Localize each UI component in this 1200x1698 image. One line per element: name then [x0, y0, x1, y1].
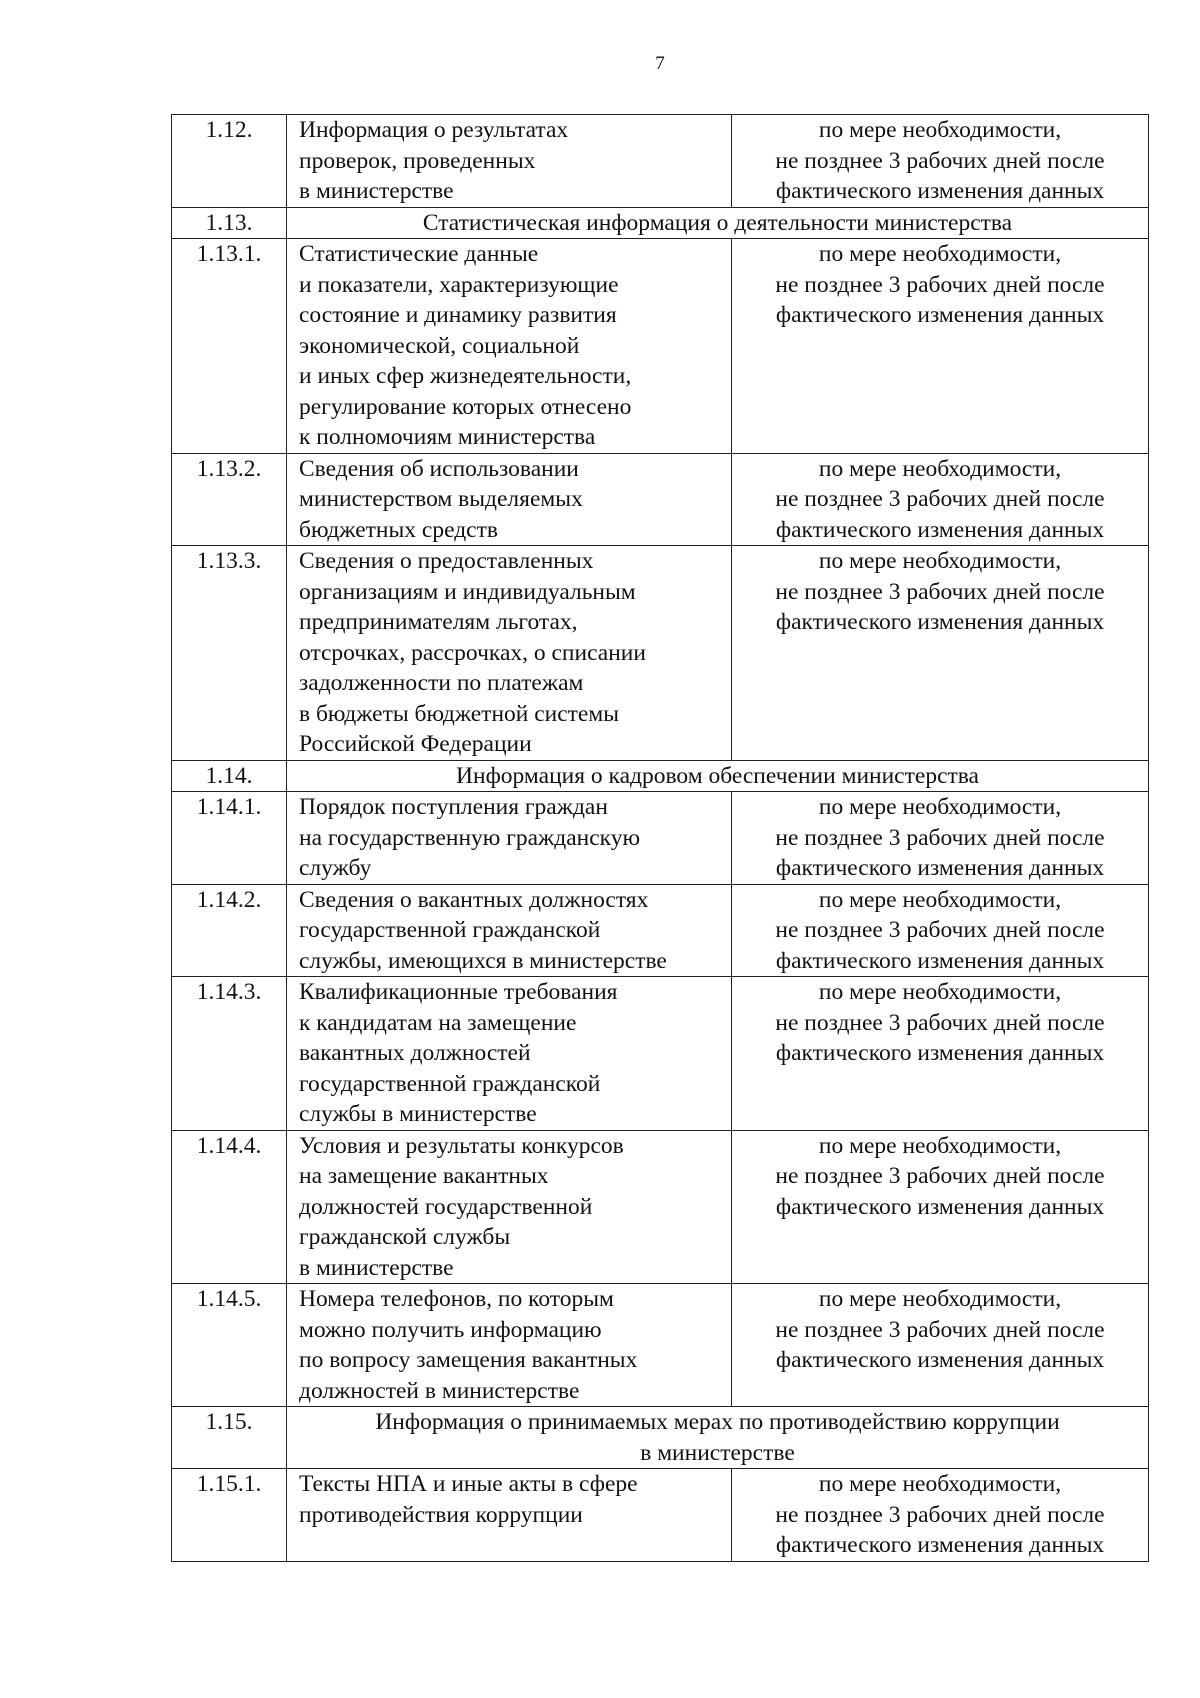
description-line: в министерстве: [299, 178, 454, 204]
deadline-line: фактического изменения данных: [775, 1347, 1105, 1373]
description-line: министерством выделяемых: [299, 486, 583, 512]
deadline-line: фактического изменения данных: [775, 1532, 1105, 1558]
item-deadline: [732, 1469, 1149, 1562]
item-description: [287, 792, 732, 885]
deadline-line: по мере необходимости,: [818, 1286, 1062, 1312]
deadline-line: не позднее 3 рабочих дней после: [775, 1009, 1105, 1036]
row-number: 1.14.5.: [172, 1284, 287, 1407]
deadline-line: по мере необходимости,: [818, 794, 1062, 820]
table-row: [172, 546, 1149, 761]
description-line: на замещение вакантных: [299, 1163, 549, 1189]
row-number: 1.15.: [172, 1407, 287, 1469]
description-line: задолженности по платежам: [299, 670, 584, 696]
description-line: должностей в министерстве: [299, 1377, 580, 1404]
item-description: [287, 239, 732, 454]
item-description: [287, 1130, 732, 1284]
description-line: Условия и результаты конкурсов: [299, 1132, 624, 1159]
deadline-line: фактического изменения данных: [775, 609, 1105, 635]
description-line: в бюджеты бюджетной системы: [299, 700, 620, 727]
row-number: 1.13.: [172, 207, 287, 239]
description-line: вакантных должностей: [299, 1040, 531, 1066]
description-line: к кандидатам на замещение: [299, 1009, 577, 1036]
row-number: 1.14.2.: [172, 884, 287, 977]
section-title-line: Информация о принимаемых мерах по противодействию коррупции: [375, 1409, 1060, 1435]
item-deadline: [732, 453, 1149, 546]
deadline-line: не позднее 3 рабочих дней после: [775, 1163, 1105, 1189]
row-number: 1.14.1.: [172, 792, 287, 885]
information-table: [171, 114, 1149, 1562]
description-line: и показатели, характеризующие: [299, 271, 619, 298]
deadline-line: не позднее 3 рабочих дней после: [775, 486, 1105, 512]
description-line: по вопросу замещения вакантных: [299, 1347, 638, 1373]
item-description: [287, 884, 732, 977]
description-line: противодействия коррупции: [299, 1501, 583, 1528]
table-row: [172, 1284, 1149, 1407]
row-number: 1.12.: [172, 115, 287, 208]
deadline-line: фактического изменения данных: [775, 178, 1105, 204]
item-description: [287, 1469, 732, 1562]
deadline-line: фактического изменения данных: [775, 302, 1105, 328]
description-line: гражданской службы: [299, 1224, 511, 1250]
item-deadline: [732, 1130, 1149, 1284]
item-description: [287, 546, 732, 761]
table-row: [172, 884, 1149, 977]
deadline-line: не позднее 3 рабочих дней после: [775, 147, 1105, 174]
section-title-line: Статистическая информация о деятельности министерства: [422, 209, 1013, 236]
table-row: [172, 792, 1149, 885]
description-line: в министерстве: [299, 1254, 454, 1281]
deadline-line: не позднее 3 рабочих дней после: [775, 1501, 1105, 1528]
description-line: на государственную гражданскую: [299, 824, 641, 851]
description-line: службу: [299, 855, 372, 881]
item-deadline: [732, 1284, 1149, 1407]
table-row: [172, 977, 1149, 1131]
description-line: государственной гражданской: [299, 1070, 601, 1097]
description-line: Квалификационные требования: [299, 979, 618, 1005]
deadline-line: по мере необходимости,: [818, 117, 1062, 143]
deadline-line: фактического изменения данных: [775, 516, 1105, 543]
deadline-line: по мере необходимости,: [818, 1132, 1062, 1159]
table-row: [172, 115, 1149, 208]
deadline-line: по мере необходимости,: [818, 241, 1062, 267]
deadline-line: по мере необходимости,: [818, 886, 1062, 913]
description-line: государственной гражданской: [299, 917, 601, 943]
item-description: [287, 977, 732, 1131]
description-line: Российской Федерации: [299, 731, 532, 757]
description-line: Информация о результатах: [299, 117, 569, 143]
deadline-line: по мере необходимости,: [818, 979, 1062, 1005]
item-description: [287, 115, 732, 208]
deadline-line: не позднее 3 рабочих дней после: [775, 578, 1105, 605]
description-line: к полномочиям министерства: [299, 424, 596, 450]
table-row: [172, 1469, 1149, 1562]
description-line: состояние и динамику развития: [299, 302, 617, 328]
deadline-line: фактического изменения данных: [775, 1193, 1105, 1220]
description-line: Порядок поступления граждан: [299, 794, 608, 820]
description-line: службы в министерстве: [299, 1101, 537, 1127]
deadline-line: по мере необходимости,: [818, 455, 1062, 482]
section-title-line: Информация о кадровом обеспечении министерства: [456, 762, 979, 789]
section-row: [172, 760, 1149, 792]
item-description: [287, 453, 732, 546]
description-line: Тексты НПА и иные акты в сфере: [299, 1471, 638, 1497]
description-line: проверок, проведенных: [299, 147, 536, 174]
table-row: [172, 1130, 1149, 1284]
row-number: 1.15.1.: [172, 1469, 287, 1562]
description-line: и иных сфер жизнедеятельности,: [299, 363, 632, 389]
description-line: Статистические данные: [299, 241, 539, 267]
item-deadline: [732, 977, 1149, 1131]
description-line: Сведения об использовании: [299, 455, 579, 482]
deadline-line: фактического изменения данных: [775, 1040, 1105, 1066]
deadline-line: по мере необходимости,: [818, 1471, 1062, 1497]
deadline-line: фактического изменения данных: [775, 947, 1105, 974]
description-line: Сведения о предоставленных: [299, 548, 594, 574]
description-line: регулирование которых отнесено: [299, 393, 632, 420]
row-number: 1.14.4.: [172, 1130, 287, 1284]
description-line: отсрочках, рассрочках, о списании: [299, 639, 646, 666]
page-number: 7: [655, 53, 665, 74]
description-line: Сведения о вакантных должностях: [299, 886, 649, 913]
row-number: 1.14.: [172, 760, 287, 792]
description-line: бюджетных средств: [299, 516, 498, 543]
table-row: [172, 239, 1149, 454]
section-title: [287, 760, 1149, 792]
description-line: можно получить информацию: [299, 1316, 602, 1343]
row-number: 1.13.1.: [172, 239, 287, 454]
item-deadline: [732, 792, 1149, 885]
item-description: [287, 1284, 732, 1407]
deadline-line: не позднее 3 рабочих дней после: [775, 824, 1105, 851]
item-deadline: [732, 115, 1149, 208]
section-row: [172, 1407, 1149, 1469]
deadline-line: не позднее 3 рабочих дней после: [775, 917, 1105, 943]
description-line: службы, имеющихся в министерстве: [299, 947, 667, 974]
section-title-line: в министерстве: [640, 1439, 795, 1466]
table-body: [172, 115, 1149, 1562]
deadline-line: не позднее 3 рабочих дней после: [775, 271, 1105, 298]
description-line: Номера телефонов, по которым: [299, 1286, 614, 1312]
item-deadline: [732, 546, 1149, 761]
section-row: [172, 207, 1149, 239]
deadline-line: по мере необходимости,: [818, 548, 1062, 574]
deadline-line: не позднее 3 рабочих дней после: [775, 1316, 1105, 1343]
row-number: 1.13.3.: [172, 546, 287, 761]
section-title: [287, 1407, 1149, 1469]
row-number: 1.13.2.: [172, 453, 287, 546]
section-title: [287, 207, 1149, 239]
description-line: предпринимателям льготах,: [299, 609, 578, 635]
row-number: 1.14.3.: [172, 977, 287, 1131]
description-line: экономической, социальной: [299, 332, 580, 359]
description-line: должностей государственной: [299, 1193, 593, 1220]
item-deadline: [732, 884, 1149, 977]
description-line: организациям и индивидуальным: [299, 578, 636, 605]
deadline-line: фактического изменения данных: [775, 855, 1105, 881]
table-row: [172, 453, 1149, 546]
item-deadline: [732, 239, 1149, 454]
